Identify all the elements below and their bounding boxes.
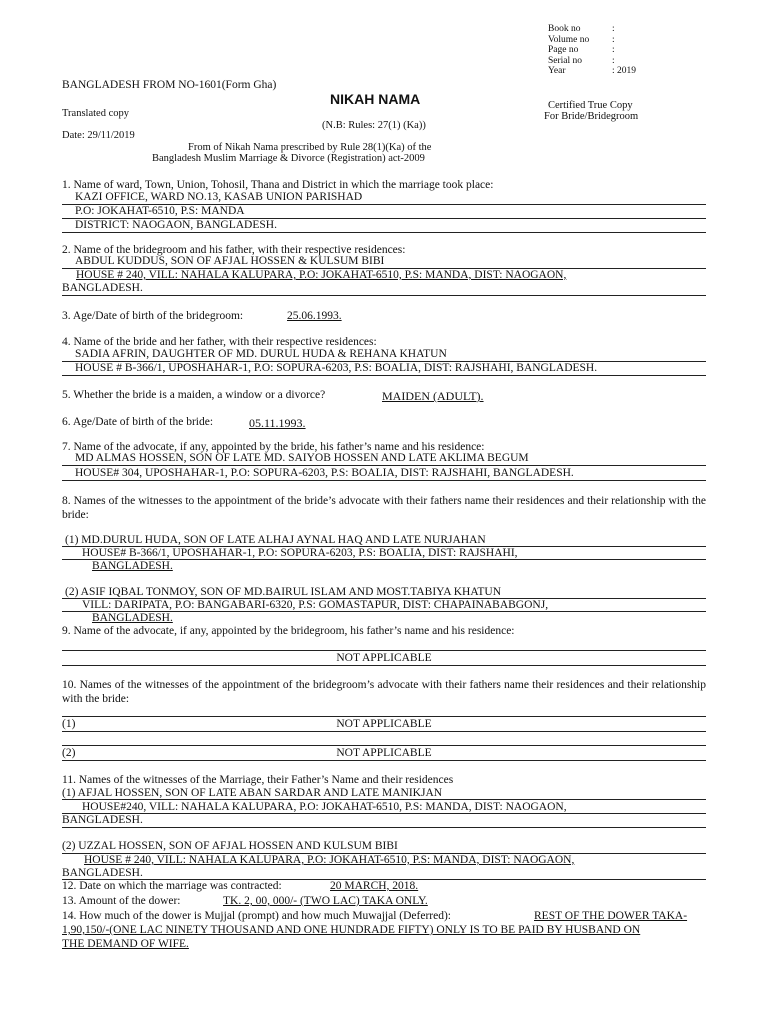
witness-number: (2) (62, 747, 76, 759)
rule-line (62, 295, 706, 296)
dower-terms-line-1: REST OF THE DOWER TAKA- (534, 910, 688, 922)
answer-line: SADIA AFRIN, DAUGHTER OF MD. DURUL HUDA & REHANA KHATUN (75, 348, 447, 360)
rule-line (62, 665, 706, 666)
document-title: NIKAH NAMA (330, 91, 421, 107)
prescribed-line-2: Bangladesh Muslim Marriage & Divorce (Registration) act-2009 (152, 153, 425, 164)
document-date: Date: 29/11/2019 (62, 130, 135, 141)
witness-number: (1) (62, 718, 76, 730)
answer-line: KAZI OFFICE, WARD NO.13, KASAB UNION PARISHAD (75, 191, 363, 203)
book-no-row: Book no : (548, 24, 615, 34)
witness-line: HOUSE # 240, VILL: NAHALA KALUPARA, P.O: JOKAHAT-6510, P.S: MANDA, DIST: NAOGAON, (84, 854, 575, 866)
answer-line: P.O: JOKAHAT-6510, P.S: MANDA (75, 205, 245, 217)
rule-line (62, 799, 706, 800)
question-label: 7. Name of the advocate, if any, appointed by the bride, his father’s name and his residence: (62, 441, 485, 453)
question-label: 1. Name of ward, Town, Union, Tohosil, Thana and District in which the marriage took place: (62, 179, 494, 191)
question-label: 6. Age/Date of birth of the bride: (62, 416, 214, 428)
witness-line: HOUSE# B-366/1, UPOSHAHAR-1, P.O: SOPURA-6203, P.S: BOALIA, DIST: RAJSHAHI, (82, 547, 518, 559)
rule-line (62, 716, 706, 717)
question-label: 12. Date on which the marriage was contracted: (62, 880, 282, 892)
rule-line (62, 375, 706, 376)
dower-terms-line-2: 1,90,150/-(ONE LAC NINETY THOUSAND AND ONE HUNDRADE FIFTY) ONLY IS TO BE PAID BY HUSBAND ON (62, 924, 641, 936)
marriage-date-value: 20 MARCH, 2018. (330, 880, 419, 892)
answer-line: HOUSE # B-366/1, UPOSHAHAR-1, P.O: SOPURA-6203, P.S: BOALIA, DIST: RAJSHAHI, BANGLADESH. (75, 362, 598, 374)
for-bride-label: For Bride/Bridegroom (544, 111, 639, 122)
answer-line: HOUSE # 240, VILL: NAHALA KALUPARA, P.O: JOKAHAT-6510, P.S: MANDA, DIST: NAOGAON, (76, 269, 567, 281)
rule-line (62, 731, 706, 732)
prescribed-line-1: From of Nikah Nama prescribed by Rule 28(1)(Ka) of the (188, 142, 432, 153)
rule-line (62, 813, 706, 814)
certified-copy-label: Certified True Copy (548, 100, 633, 111)
question-label: 14. How much of the dower is Mujjal (prompt) and how much Muwajjal (Deferred): (62, 910, 451, 922)
rule-line (62, 760, 706, 761)
question-label: 10. Names of the witnesses of the appointment of the bridegroom’s advocate with their fathers name their residences and their relationship with the bride: (62, 679, 706, 705)
witness-line: HOUSE#240, VILL: NAHALA KALUPARA, P.O: JOKAHAT-6510, P.S: MANDA, DIST: NAOGAON, (82, 801, 567, 813)
witness-line: (1) MD.DURUL HUDA, SON OF LATE ALHAJ AYNAL HAQ AND LATE NURJAHAN (65, 534, 486, 546)
dower-amount-value: TK. 2, 00, 000/- (TWO LAC) TAKA ONLY. (223, 895, 428, 907)
form-number: BANGLADESH FROM NO-1601(Form Gha) (62, 79, 277, 91)
page-no-row: Page no : (548, 45, 615, 55)
question-label: 8. Names of the witnesses to the appointment of the bride’s advocate with their fathers name their residences and their relationship with the bride: (62, 495, 706, 521)
witness-line: BANGLADESH. (62, 867, 143, 879)
rule-line (62, 480, 706, 481)
not-applicable-value: NOT APPLICABLE (336, 652, 432, 664)
witness-line: BANGLADESH. (62, 814, 143, 826)
rules-note: (N.B: Rules: 27(1) (Ka)) (322, 120, 426, 131)
volume-no-row: Volume no : (548, 35, 615, 45)
answer-line: DISTRICT: NAOGAON, BANGLADESH. (75, 219, 277, 231)
rule-line (62, 465, 706, 466)
rule-line (62, 827, 706, 828)
question-label: 13. Amount of the dower: (62, 895, 181, 907)
dower-terms-line-3: THE DEMAND OF WIFE. (62, 938, 189, 950)
witness-line: VILL: DARIPATA, P.O: BANGABARI-6320, P.S: GOMASTAPUR, DIST: CHAPAINABABGONJ, (82, 599, 549, 611)
question-label: 4. Name of the bride and her father, with their respective residences: (62, 336, 377, 348)
question-label: 2. Name of the bridegroom and his father, with their respective residences: (62, 244, 406, 256)
answer-line: HOUSE# 304, UPOSHAHAR-1, P.O: SOPURA-6203, P.S: BOALIA, DIST: RAJSHAHI, BANGLADESH. (75, 467, 574, 479)
groom-dob-value: 25.06.1993. (287, 310, 342, 322)
question-label: 3. Age/Date of birth of the bridegroom: (62, 310, 244, 322)
not-applicable-value: NOT APPLICABLE (336, 747, 432, 759)
question-label: 9. Name of the advocate, if any, appointed by the bridegroom, his father’s name and his residence: (62, 625, 515, 637)
answer-line: ABDUL KUDDUS, SON OF AFJAL HOSSEN & KULSUM BIBI (75, 255, 385, 267)
rule-line (62, 745, 706, 746)
answer-line: BANGLADESH. (62, 282, 143, 294)
witness-line: (1) AFJAL HOSSEN, SON OF LATE ABAN SARDAR AND LATE MANIKJAN (62, 787, 443, 799)
bride-status-value: MAIDEN (ADULT). (382, 389, 484, 403)
question-label: 11. Names of the witnesses of the Marriage, their Father’s Name and their residences (62, 774, 454, 786)
rule-line (62, 232, 706, 233)
witness-line: BANGLADESH. (92, 612, 173, 624)
witness-line: (2) UZZAL HOSSEN, SON OF AFJAL HOSSEN AND KULSUM BIBI (62, 840, 398, 852)
bride-dob-value: 05.11.1993. (249, 416, 306, 430)
answer-line: MD ALMAS HOSSEN, SON OF LATE MD. SAIYOB HOSSEN AND LATE AKLIMA BEGUM (75, 452, 529, 464)
witness-line: (2) ASIF IQBAL TONMOY, SON OF MD.BAIRUL ISLAM AND MOST.TABIYA KHATUN (65, 586, 502, 598)
question-label: 5. Whether the bride is a maiden, a window or a divorce? (62, 389, 326, 401)
translated-copy-label: Translated copy (62, 108, 129, 119)
year-row: Year : 2019 (548, 66, 637, 76)
serial-no-row: Serial no : (548, 56, 615, 66)
rule-line (62, 650, 706, 651)
witness-line: BANGLADESH. (92, 560, 173, 572)
not-applicable-value: NOT APPLICABLE (336, 718, 432, 730)
